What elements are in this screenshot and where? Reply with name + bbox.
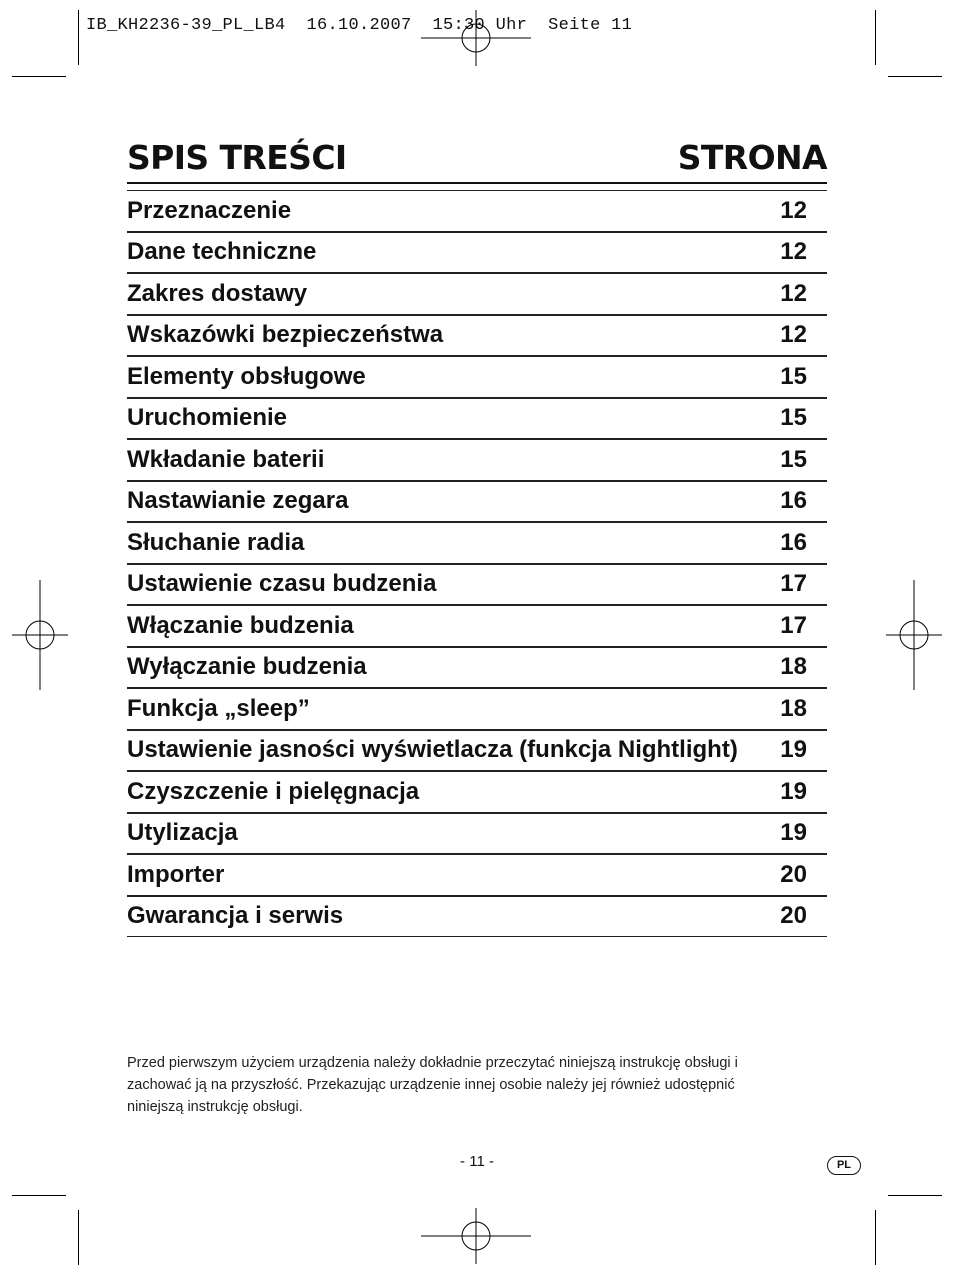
toc-entry	[127, 896, 827, 938]
toc-entry-title: Importer	[127, 860, 225, 888]
toc-entry-title: Dane techniczne	[127, 238, 317, 266]
toc-entry-page: 17	[780, 570, 807, 598]
toc-page-column-title: STRONA	[677, 138, 827, 177]
toc-entry	[127, 232, 827, 274]
crop-mark-top-right-horizontal	[888, 76, 942, 77]
instruction-note-line: zachować ją na przyszłość. Przekazując urządzenie innej osobie należy jej również udostępnić	[127, 1077, 735, 1093]
page-number: - 11 -	[460, 1153, 494, 1170]
toc-entry-title: Ustawienie czasu budzenia	[127, 570, 437, 598]
toc-entry-title: Czyszczenie i pielęgnacja	[127, 777, 420, 805]
toc-entry	[127, 854, 827, 896]
toc-entry-page: 17	[780, 611, 807, 639]
toc-entry-page: 15	[780, 404, 807, 432]
toc-entry-title: Funkcja „sleep”	[127, 694, 310, 722]
toc-entry	[127, 356, 827, 398]
toc-entry	[127, 771, 827, 813]
crop-mark-bottom-right-horizontal	[888, 1195, 942, 1196]
toc-entry-title: Ustawienie jasności wyświetlacza (funkcja Nightlight)	[127, 736, 738, 764]
crop-mark-top-left-horizontal	[12, 76, 66, 77]
language-badge: PL	[827, 1156, 861, 1175]
toc-entry-page: 16	[780, 528, 807, 556]
toc-entry-title: Przeznaczenie	[127, 196, 292, 224]
toc-entry-page: 15	[780, 362, 807, 390]
registration-mark-left	[12, 580, 68, 690]
toc-entry-title: Wyłączanie budzenia	[127, 653, 367, 681]
registration-mark-bottom	[421, 1208, 531, 1264]
instruction-note-line: niniejszą instrukcję obsługi.	[127, 1099, 303, 1115]
registration-mark-top	[421, 10, 531, 66]
toc-entry	[127, 730, 827, 772]
crop-mark-top-left-vertical	[78, 10, 79, 65]
toc-entry-page: 19	[780, 777, 807, 805]
toc-entry-title: Włączanie budzenia	[127, 611, 354, 639]
toc-entry-page: 12	[780, 238, 807, 266]
crop-mark-top-right-vertical	[875, 10, 876, 65]
toc-entry	[127, 647, 827, 689]
toc-entry-title: Utylizacja	[127, 819, 238, 847]
toc-entry-page: 19	[780, 819, 807, 847]
crop-mark-bottom-right-vertical	[875, 1210, 876, 1265]
toc-entry-title: Elementy obsługowe	[127, 362, 366, 390]
toc-entry-title: Wskazówki bezpieczeństwa	[127, 321, 444, 349]
toc-entry-page: 18	[780, 694, 807, 722]
toc-entry	[127, 564, 827, 606]
instruction-note	[127, 1052, 817, 1118]
toc-entry	[127, 605, 827, 647]
toc-entry-page: 18	[780, 653, 807, 681]
toc-entry	[127, 398, 827, 440]
toc-entry-page: 20	[780, 902, 807, 930]
toc-entry-title: Wkładanie baterii	[127, 445, 325, 473]
toc-entry	[127, 688, 827, 730]
toc-entry	[127, 190, 827, 232]
registration-mark-right	[886, 580, 942, 690]
toc-entry-title: Zakres dostawy	[127, 279, 308, 307]
toc-heading	[127, 138, 827, 177]
toc-entry	[127, 439, 827, 481]
toc-entry-title: Nastawianie zegara	[127, 487, 349, 515]
heading-underline	[127, 182, 827, 184]
toc-entry-page: 15	[780, 445, 807, 473]
toc-entry-title: Słuchanie radia	[127, 528, 305, 556]
toc-entry	[127, 813, 827, 855]
crop-mark-bottom-left-vertical	[78, 1210, 79, 1265]
instruction-note-line: Przed pierwszym użyciem urządzenia należy dokładnie przeczytać niniejszą instrukcję obsługi i	[127, 1055, 738, 1071]
toc-entry-page: 12	[780, 321, 807, 349]
toc-entry-title: Uruchomienie	[127, 404, 288, 432]
table-of-contents	[127, 190, 827, 937]
toc-entry	[127, 522, 827, 564]
toc-entry-page: 19	[780, 736, 807, 764]
toc-entry-page: 12	[780, 196, 807, 224]
toc-entry	[127, 273, 827, 315]
toc-entry-page: 12	[780, 279, 807, 307]
print-slug: IB_KH2236-39_PL_LB4 16.10.2007 15:30 Uhr Seite 11	[86, 16, 633, 35]
toc-title: SPIS TREŚCI	[127, 138, 347, 177]
toc-entry-page: 20	[780, 860, 807, 888]
toc-entry	[127, 481, 827, 523]
toc-entry-title: Gwarancja i serwis	[127, 902, 344, 930]
toc-entry	[127, 315, 827, 357]
toc-entry-page: 16	[780, 487, 807, 515]
crop-mark-bottom-left-horizontal	[12, 1195, 66, 1196]
